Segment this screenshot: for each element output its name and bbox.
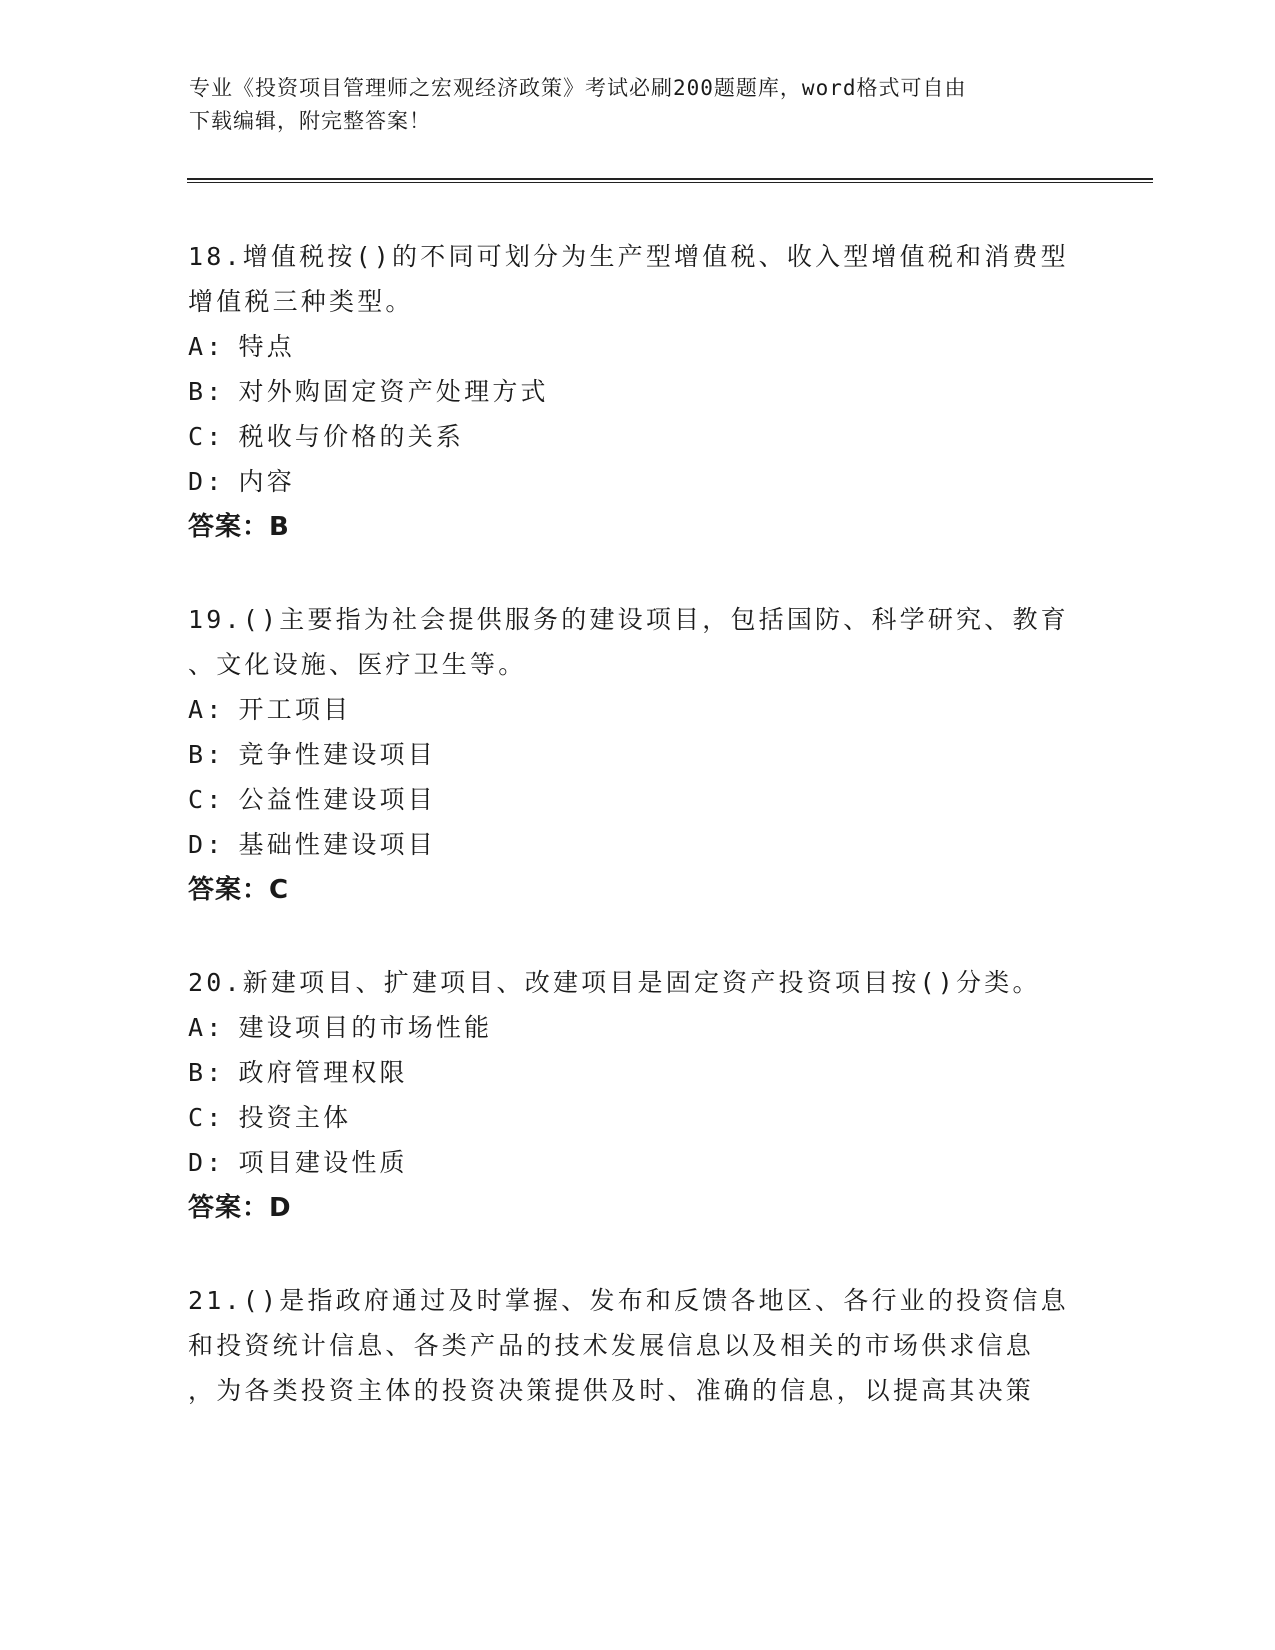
option-key: C:	[188, 785, 225, 814]
header-line-2: 下载编辑，附完整答案！	[189, 109, 431, 133]
answer-line: 答案：B	[188, 512, 290, 542]
option-text: 项目建设性质	[238, 1148, 408, 1177]
option-d	[188, 1140, 1088, 1185]
option-b	[188, 369, 1088, 414]
option-text: 内容	[238, 467, 295, 496]
option-c	[188, 777, 1088, 822]
option-key: A:	[188, 695, 225, 724]
option-key: B:	[188, 1058, 225, 1087]
question-19	[188, 597, 1088, 913]
option-key: D:	[188, 830, 225, 859]
option-text: 特点	[238, 332, 295, 361]
option-text: 税收与价格的关系	[238, 422, 465, 451]
option-key: B:	[188, 740, 225, 769]
option-text: 公益性建设项目	[238, 785, 436, 814]
option-key: D:	[188, 1148, 225, 1177]
option-text: 对外购固定资产处理方式	[238, 377, 549, 406]
document-header	[189, 72, 1089, 138]
option-a	[188, 324, 1088, 369]
question-stem-line: 19.()主要指为社会提供服务的建设项目，包括国防、科学研究、教育	[188, 605, 1069, 634]
question-stem-line: ，为各类投资主体的投资决策提供及时、准确的信息，以提高其决策	[188, 1376, 1035, 1405]
option-text: 建设项目的市场性能	[238, 1013, 493, 1042]
question-20	[188, 960, 1088, 1231]
option-b	[188, 732, 1088, 777]
option-b	[188, 1050, 1088, 1095]
option-key: C:	[188, 1103, 225, 1132]
question-stem-line: 21.()是指政府通过及时掌握、发布和反馈各地区、各行业的投资信息	[188, 1286, 1069, 1315]
answer-line: 答案：D	[188, 1193, 292, 1223]
question-21	[188, 1278, 1088, 1413]
question-18	[188, 234, 1088, 550]
question-list	[188, 234, 1088, 1460]
option-key: A:	[188, 332, 225, 361]
option-text: 竞争性建设项目	[238, 740, 436, 769]
question-stem-line: 和投资统计信息、各类产品的技术发展信息以及相关的市场供求信息	[188, 1331, 1035, 1360]
header-line-1: 专业《投资项目管理师之宏观经济政策》考试必刷200题题库，word格式可自由	[189, 76, 967, 100]
option-c	[188, 1095, 1088, 1140]
option-c	[188, 414, 1088, 459]
question-stem-line: 、文化设施、医疗卫生等。	[188, 650, 527, 679]
option-d	[188, 822, 1088, 867]
option-d	[188, 459, 1088, 504]
header-divider	[187, 178, 1153, 183]
option-key: A:	[188, 1013, 225, 1042]
question-stem-line: 20.新建项目、扩建项目、改建项目是固定资产投资项目按()分类。	[188, 968, 1041, 997]
option-key: C:	[188, 422, 225, 451]
option-text: 基础性建设项目	[238, 830, 436, 859]
option-text: 投资主体	[238, 1103, 352, 1132]
option-key: B:	[188, 377, 225, 406]
question-stem-line: 18.增值税按()的不同可划分为生产型增值税、收入型增值税和消费型	[188, 242, 1069, 271]
answer-line: 答案：C	[188, 875, 290, 905]
question-stem-line: 增值税三种类型。	[188, 287, 414, 316]
option-text: 开工项目	[238, 695, 352, 724]
option-a	[188, 1005, 1088, 1050]
option-text: 政府管理权限	[238, 1058, 408, 1087]
option-a	[188, 687, 1088, 732]
option-key: D:	[188, 467, 225, 496]
